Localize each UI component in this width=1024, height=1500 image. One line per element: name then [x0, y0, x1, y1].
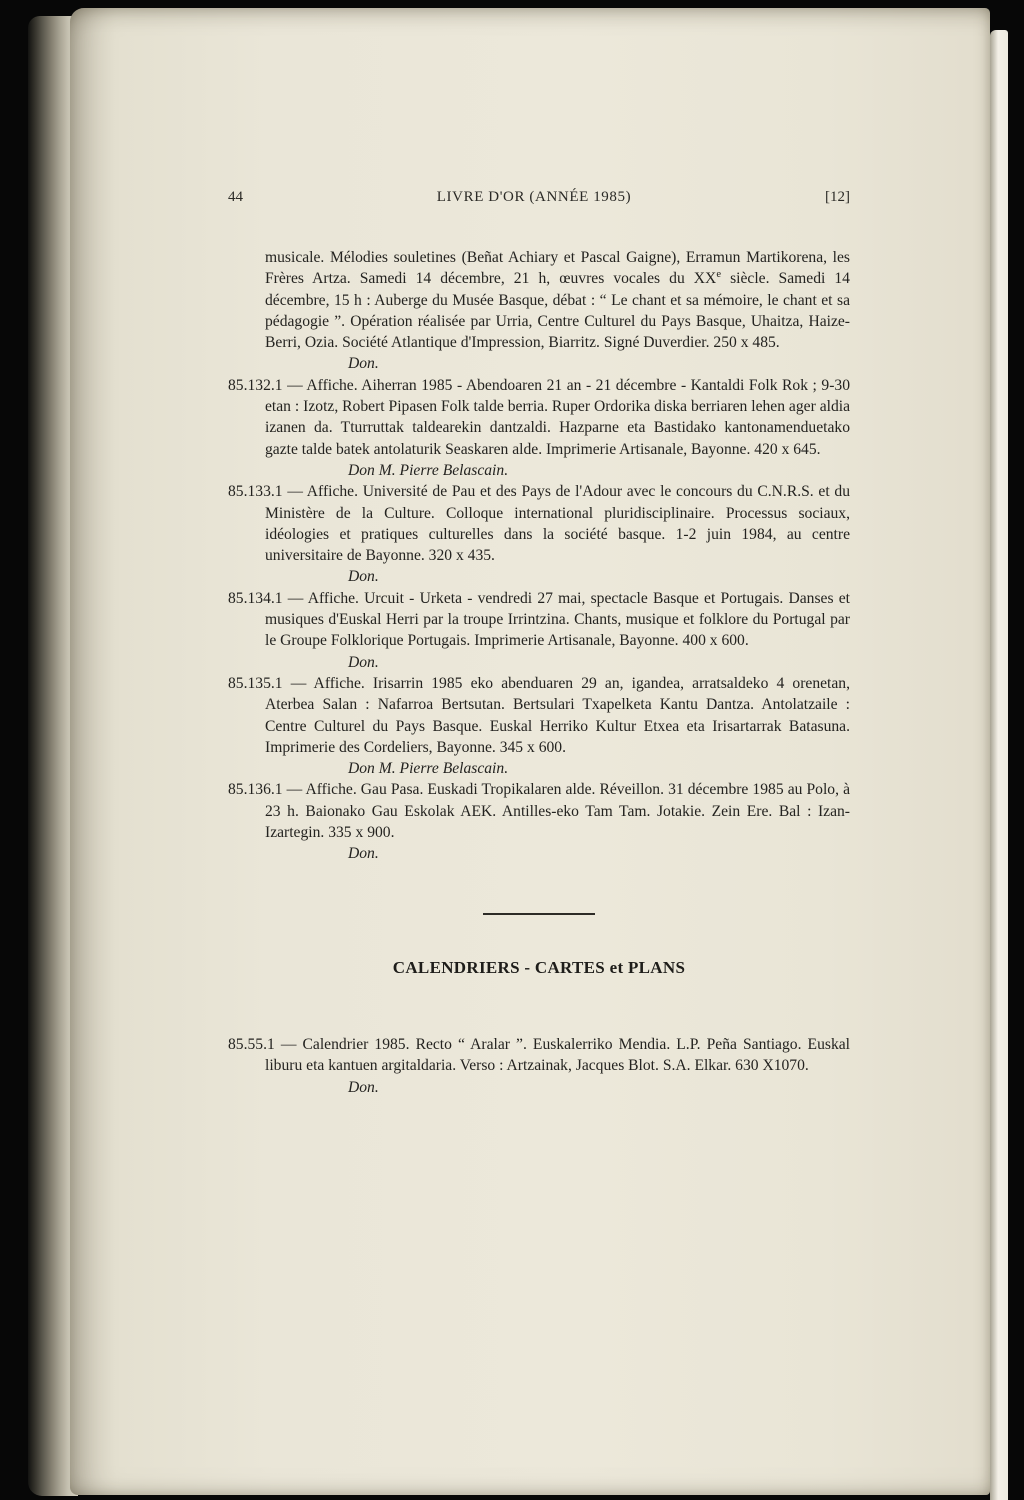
entry-number: 85.135.1: [228, 674, 283, 692]
entry-number: 85.133.1: [228, 483, 283, 501]
entry-number: 85.136.1: [228, 781, 283, 799]
page-content: [228, 8, 850, 1098]
entry-number: 85.134.1: [228, 589, 283, 607]
entry-description: — Affiche. Université de Pau et des Pays de l'Adour avec le concours du C.N.R.S. et du Ministère de la Culture. Colloque international pluridisciplinaire. Processus sociaux, idéologies et pratiques culturelles dans la société basque. 1-2 juin 1984, au centre universitaire de Bayonne. 320 x 435.: [265, 483, 850, 565]
catalog-entry: [228, 779, 850, 864]
entry-text: [228, 588, 850, 652]
donation-line: Don.: [348, 1078, 379, 1096]
continuation-paragraph: [228, 247, 850, 353]
donation-line: Don.: [348, 653, 379, 671]
entry-text: [228, 481, 850, 566]
entry-description: — Affiche. Irisarrin 1985 eko abenduaren 29 an, igandea, arratsaldeko 4 orenetan, Aterbea Salan : Nafarroa Bertsutan. Bertsulari Txapelketa Kantu Dantza. Antolatzaile : Centre Culturel du Pays Basque. Euskal Herriko Kultur Etxea eta Irisartarrak Batasuna. Imprimerie des Cordeliers, Bayonne. 345 x 600.: [265, 674, 850, 756]
entry-number: 85.132.1: [228, 376, 283, 394]
section-heading: CALENDRIERS - CARTES et PLANS: [392, 957, 686, 977]
entry-description: — Affiche. Urcuit - Urketa - vendredi 27 mai, spectacle Basque et Portugais. Danses et musiques d'Euskal Herri par la troupe Irrintzina. Chants, musique et folklore du Portugal par le Groupe Folklorique Portugais. Imprimerie Artisanale, Bayonne. 400 x 600.: [265, 589, 850, 650]
next-page-edge: [990, 30, 1008, 1500]
entry-text: [228, 1034, 850, 1077]
entry-description: — Affiche. Aiherran 1985 - Abendoaren 21 an - 21 décembre - Kantaldi Folk Rok ; 9-30 etan : Izotz, Robert Pipasen Folk talde berria. Ruper Ordorika diska berriaren lehen ager aldia izanen da. Tturruttak taldearekin dantzaldi. Hazparne eta Bastidako kantonamenduetako gazte talde batek antolaturik Seaskaren alde. Imprimerie Artisanale, Bayonne. 420 x 645.: [265, 376, 851, 458]
catalog-entry: [228, 588, 850, 673]
continuation-text-start: musicale. Mélodies souletines (Beñat Achiary et Pascal Gaigne), Erramun Martikorena, les Frères Artza. Samedi 14 décembre, 21 h, œuvres vocales du XX: [265, 249, 850, 288]
donation-line: Don.: [348, 355, 379, 373]
folio-marker: [12]: [825, 189, 850, 205]
book-page: [70, 8, 990, 1495]
entry-text: [228, 779, 850, 843]
continuation-text-end: siècle. Samedi 14 décembre, 15 h : Auberge du Musée Basque, débat : “ Le chant et sa mémoire, le chant et sa pédagogie ”. Opération réalisée par Urria, Centre Culturel du Pays Basque, Uhaitza, Haize-Berri, Ozia. Société Atlantique d'Impression, Biarritz. Signé Duverdier. 250 x 485.: [265, 270, 850, 352]
entry-text: [228, 673, 850, 758]
donation-line: Don.: [348, 845, 379, 863]
catalog-entry: [228, 375, 850, 481]
entry-description: — Calendrier 1985. Recto “ Aralar ”. Euskalerriko Mendia. L.P. Peña Santiago. Euskal liburu eta kantuen argitaldaria. Verso : Artzainak, Jacques Blot. S.A. Elkar. 630 X1070.: [265, 1035, 850, 1075]
donation-line: Don M. Pierre Belascain.: [348, 760, 509, 778]
page-number: 44: [228, 189, 243, 205]
entry-number: 85.55.1: [228, 1035, 275, 1053]
catalog-entry: [228, 481, 850, 587]
text-block: [228, 247, 850, 1098]
donation-line: Don M. Pierre Belascain.: [348, 461, 509, 479]
superscript-e: e: [716, 269, 722, 281]
catalog-entry: [228, 673, 850, 779]
running-title: LIVRE D'OR (ANNÉE 1985): [436, 189, 632, 205]
running-header: [228, 188, 850, 207]
catalog-entry: [228, 1034, 850, 1098]
entry-text: [228, 375, 850, 460]
entry-description: — Affiche. Gau Pasa. Euskadi Tropikalaren alde. Réveillon. 31 décembre 1985 au Polo, à 23 h. Baionako Gau Eskolak AEK. Antilles-eko Tam Tam. Jotakie. Zein Ere. Bal : Izan-Izartegin. 335 x 900.: [265, 781, 850, 842]
donation-line: Don.: [348, 568, 379, 586]
section-divider: [483, 913, 595, 915]
